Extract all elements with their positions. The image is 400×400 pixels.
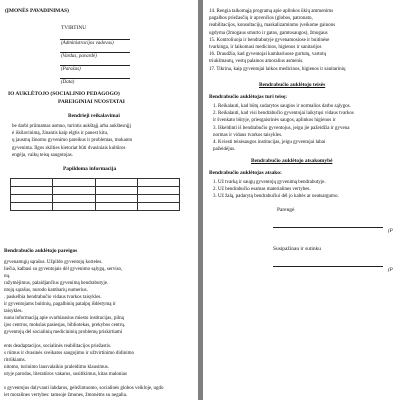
duty-item: s rūmus ir dvasinės sveikatos saugojimo ir užtvirtinimo didinimo [4,351,134,356]
duty-item: reabilitacijos, konsultacijų, maskalizaminmo įveikome gainons [209,23,336,29]
general-text-line: ė išsilavinimą, žinantis kaip elgtis ir panest kitu, [12,131,109,137]
rights-item: normas ir vidaus tvarkos taisykles. [213,132,283,138]
section-duties-heading: Bendrabučio auklėtojo pareigos [4,248,78,254]
duty-item: nų. [4,274,11,279]
duty-item: ritrūkiams. [4,358,26,363]
agreed-label: Susipažinau ir sutinku [273,246,321,252]
prepared-by-line [273,227,383,228]
responsibility-item: 3. Už žalą, padarytą bendrabučiui dėl jo kaltės ar neatsargumo. [213,194,339,200]
prepared-by-label: Parengė [277,207,295,213]
doc-title-line-1: IO AUKLĖTOJO (SOCIALINIO PEDAGOGO) [8,91,120,97]
sign-line [60,78,130,79]
sign-field-admin: (Administracijos vadovas) [61,41,114,46]
duty-item: nitomo, turinimo lausvalaikio praleidimo klausimus. [4,365,109,370]
left-page [0,0,198,400]
rights-item: 4. Kviesti teisėsaugos institucijas, jeigu gyventojai labai [213,140,326,145]
rights-item: pažeidėjus. [213,147,236,153]
approve-label: TVIRTINU [61,25,87,31]
rights-item: 2. Reikalauti, kad visi bendrabučio gyventojai laikytųsi vidaus tvarkos [213,111,354,117]
duty-item: pagalbos priežasčių ir apvenčios (globos, patronato, [209,16,313,22]
duty-item: ir gyventojams buitinių, pagalbinių patalpų išdėstymą ir [4,302,116,307]
general-text-line: gyvenima. Ilgos skilties kietoriat būti dvasiniais kultūros [12,145,126,151]
sign-field-signature: (Parašas) [61,67,81,72]
duty-item: 16. Draudžia, kad gyventojai kambariuose gurtutų, vartotų [209,52,327,58]
rights-intro: Bendrabučio auklėtojas turi teisę: [209,94,288,100]
sign-field-name: (Vardas, pavardė) [61,54,97,59]
sign-line [60,52,130,53]
duty-item: nunu informaciją apie svarbiausius miesto institucijas, pilną [4,316,124,321]
duty-item: liečia, kalbasi su gyventojais dėl gyvenimo sąlygų, serviso, [4,267,123,272]
general-text-line: engėja, vaikų teisų saugotojas. [12,152,73,158]
sign-line [60,65,130,66]
company-name: (ĮMONĖS PAVADINIMAS) [5,8,69,14]
duty-item: . paskelbia bendrabučio vidaus tvarkos taisykles. [4,295,102,300]
duty-item: ijos centrus, mokslas pasiesįas, bibliotekas, prekybos centrų. [4,323,126,328]
duty-item: tvarkinga, ir laikomasi medicinos, higienos ir sanitarijos [209,45,322,50]
rights-item: ir švenkato būtyje, priesgaisrinės saugos, aplinkos higienos ir [213,118,336,124]
sign-line [60,39,130,40]
duty-item: gyventojų dėl socialinių medicininių problemų priskirtiami [4,330,123,335]
right-page [203,0,400,400]
duty-item: taisykles. [4,309,23,314]
agreed-line [273,266,383,267]
rights-item: 3. Iškeldinti iš bendrabučio gyventojus, jeigu jie pažeidžia ir gyvena [213,125,350,131]
duty-item: ents deadaptacijos, socialinės reabilitacijos priežastis. [4,344,112,349]
duty-item: triukšmautų, vestų palainos amoralius asmenis. [209,59,304,65]
responsibility-intro: Bendrabučio auklėtojas atsako: [209,170,282,176]
doc-title-line-2: PAREIGINIAI NUOSTATAI [58,99,125,105]
responsibility-item: 1. Už tvarką ir saugų gyventojų gyvenimą bendrabutyje. [213,180,326,185]
duty-item: utyje parodas, literatūros vakarus, susitikimus, kitas malonias [4,372,127,377]
duty-item: 15. Kontroliuoja ir bendrabutyje gyvenamosiose ir buitinėse [209,37,330,43]
general-text-line: ų jausmų žinomu gyvenimo pareikus ir problemas, mokanto [12,138,133,144]
section-general-heading: Bendrieji reikalavimai [68,113,120,119]
info-table [10,178,180,211]
agreed-caption: (P [388,268,393,273]
duty-item: s gyventojus dalyvauti labdaros, geležintuomo, socialinės globos veikloje, ugdo [4,386,164,391]
rights-item: 1. Reikalauti, kad būtų sudarytos saugios ir normalios darbo sąlygos. [213,104,351,109]
duty-item: 14. Rengia taikomąją programą apie aplinkos ūkių ammenims [209,9,334,14]
section-info-heading: Papildoma informacija [63,166,117,172]
responsibility-item: 2. Už bendrabučio esamas materialines vertybes. [213,187,311,193]
general-text-line: be darbi priimamas asmuo, turintis aukštąjį arba aukštesnįjį [12,124,131,129]
duty-item: ugdyma (žmogaus smurto ir gatos, gamtosaugos), žmogaus [209,30,328,36]
prepared-by-caption: (P [388,229,393,234]
duty-item: iet moralines vertybes: tamsoje žmones, žmonėms su negalia. [4,393,128,398]
duty-item: ražymėjimus, palaidjančius gyvenimą bendrabutyje. [4,281,109,286]
duty-item: ntojų sąrašus, nurodo kambarių numerius. [4,288,88,293]
section-rights-heading: Bendrabučio auklėtojo teisės [259,82,326,88]
sign-field-date: (Data) [61,80,75,85]
section-responsibility-heading: Bendrabučio auklėtojo atsakomybė [251,158,333,164]
duty-item: gyvenamųjų sąrašus. Užpildo gyventojų korteles. [4,260,103,265]
duty-item: 17. Tikrina, kaip gyventojai laikos medicinos, higienos ir sanitarinių [209,66,346,72]
